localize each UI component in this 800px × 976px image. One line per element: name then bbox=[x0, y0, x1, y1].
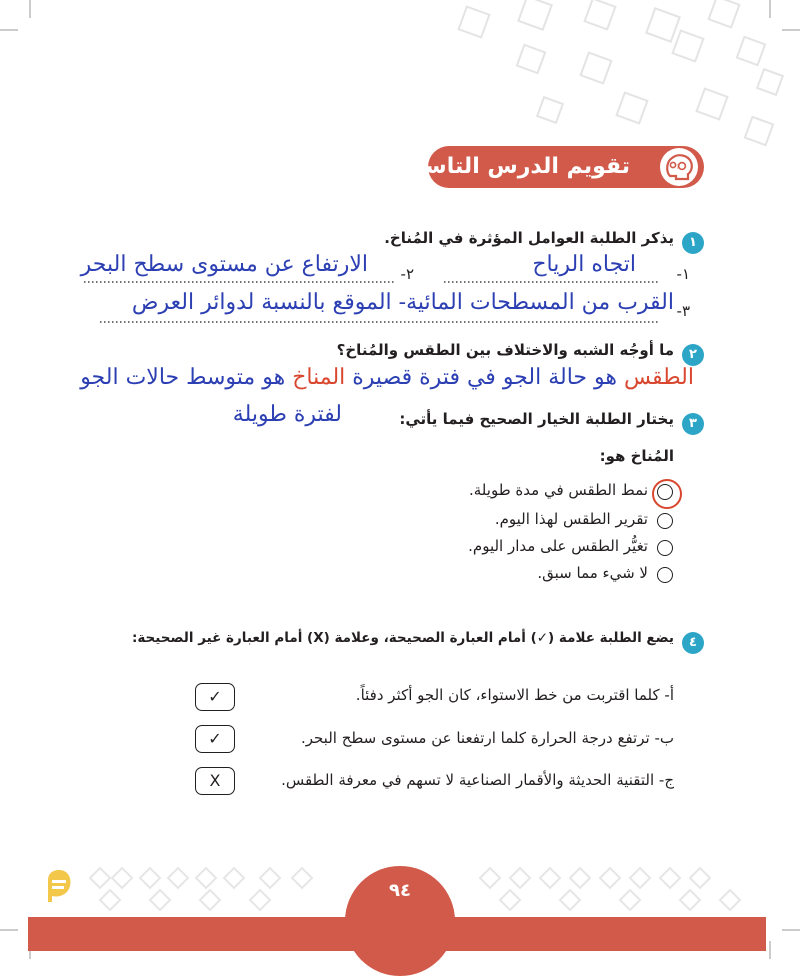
answer-2-dotted-line bbox=[84, 280, 396, 284]
question-3-stem: المُناخ هو: bbox=[599, 447, 674, 465]
answer-1-handwriting: اتجاه الرياح bbox=[532, 252, 636, 277]
statement-c-mark-box[interactable]: X bbox=[195, 767, 235, 795]
option-4-label: لا شيء مما سبق. bbox=[537, 564, 648, 582]
statement-b-text: ب- ترتفع درجة الحرارة كلما ارتفعنا عن مستوى سطح البحر. bbox=[300, 729, 674, 747]
publisher-logo bbox=[42, 866, 76, 906]
lesson-banner bbox=[410, 146, 704, 188]
answer-3-label: ٣- bbox=[676, 302, 690, 320]
answer-1-label: ١- bbox=[676, 265, 690, 283]
answer-2-label: ٢- bbox=[400, 265, 414, 283]
question-number-1: ١ bbox=[682, 232, 704, 254]
option-1-radio[interactable] bbox=[657, 484, 673, 500]
question-number-2: ٢ bbox=[682, 344, 704, 366]
question-number-3: ٣ bbox=[682, 413, 704, 435]
answer-2-term-climate: المناخ bbox=[292, 365, 346, 390]
question-1-text: يذكر الطلبة العوامل المؤثرة في المُناخ. bbox=[384, 229, 674, 247]
option-2-label: تقرير الطقس لهذا اليوم. bbox=[494, 510, 648, 528]
statement-c-text: ج- التقنية الحديثة والأقمار الصناعية لا تسهم في معرفة الطقس. bbox=[281, 771, 674, 789]
lesson-title: تقويم الدرس التاسع bbox=[410, 154, 630, 179]
answer-2-climate-definition: هو متوسط حالات الجو bbox=[80, 365, 286, 390]
answer-1-dotted-line bbox=[444, 280, 660, 284]
question-head-icon bbox=[660, 148, 698, 186]
question-2-text: ما أوجُه الشبه والاختلاف بين الطقس والمُناخ؟ bbox=[336, 341, 674, 359]
option-4-radio[interactable] bbox=[657, 567, 673, 583]
answer-3-handwriting: القرب من المسطحات المائية- الموقع بالنسبة لدوائر العرض bbox=[131, 290, 674, 315]
answer-3-dotted-line bbox=[100, 320, 660, 324]
option-3-label: تغيُّر الطقس على مدار اليوم. bbox=[468, 537, 648, 555]
question-3-text: يختار الطلبة الخيار الصحيح فيما يأتي: bbox=[399, 410, 674, 428]
answer-2-term-weather: الطقس bbox=[623, 365, 694, 390]
statement-b-mark-box[interactable]: ✓ bbox=[195, 725, 235, 753]
question-number-4: ٤ bbox=[682, 632, 704, 654]
answer-2-weather-definition: هو حالة الجو في فترة قصيرة bbox=[352, 365, 617, 390]
svg-text:?: ? bbox=[676, 164, 680, 171]
page-number: ٩٤ bbox=[389, 880, 411, 901]
statement-a-mark-box[interactable]: ✓ bbox=[195, 683, 235, 711]
statement-a-text: أ- كلما اقتربت من خط الاستواء، كان الجو أكثر دفئاً. bbox=[355, 686, 674, 704]
option-1-label: نمط الطقس في مدة طويلة. bbox=[469, 481, 648, 499]
answer-2-line bbox=[80, 365, 694, 390]
option-3-radio[interactable] bbox=[657, 540, 673, 556]
answer-2-handwriting: الارتفاع عن مستوى سطح البحر bbox=[80, 252, 368, 277]
question-4-text: يضع الطلبة علامة (✓) أمام العبارة الصحيحة، وعلامة (X) أمام العبارة غير الصحيحة: bbox=[131, 630, 674, 646]
option-2-radio[interactable] bbox=[657, 513, 673, 529]
answer-2-line-2: لفترة طويلة bbox=[232, 402, 342, 427]
